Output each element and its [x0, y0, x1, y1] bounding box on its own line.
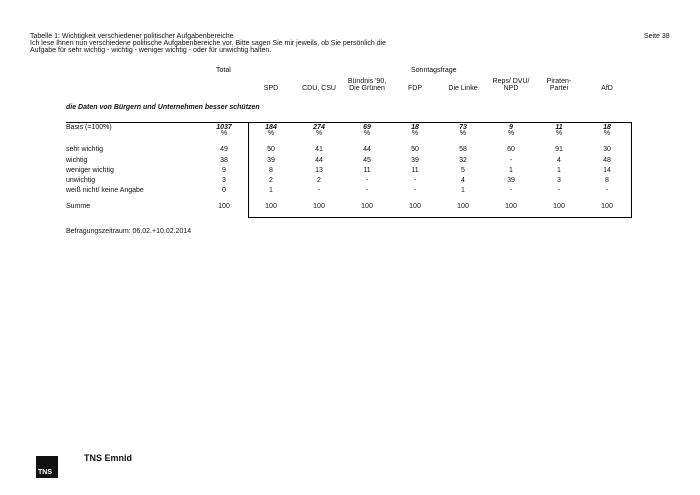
table-cell: 32 [459, 157, 467, 164]
column-header-line2: AfD [601, 85, 613, 92]
table-cell: 41 [315, 146, 323, 153]
table-cell: 2 [269, 177, 273, 184]
column-header-line2: NPD [503, 85, 519, 92]
table-cell: 91 [555, 146, 563, 153]
table-cell: 11 [411, 167, 419, 174]
table-cell: 3 [557, 177, 561, 184]
survey-period: Befragungszeitraum: 06.02.+10.02.2014 [66, 228, 192, 235]
basis-value: 69 [363, 124, 371, 131]
table-cell: 2 [317, 177, 321, 184]
summe-label: Summe [66, 203, 91, 210]
table-cell: - [509, 157, 513, 164]
table-right-border [631, 122, 632, 218]
summe-value: 100 [505, 203, 517, 210]
basis-unit: % [603, 130, 611, 137]
row-label: weiß nicht/ keine Angabe [66, 187, 144, 194]
table-top-rule [66, 122, 632, 123]
table-cell: 4 [461, 177, 465, 184]
column-header-line2: Partei [549, 85, 569, 92]
table-cell: 1 [557, 167, 561, 174]
column-header-line2: CDU, CSU [302, 85, 336, 92]
column-header-line2: SPD [263, 85, 279, 92]
basis-value: 18 [603, 124, 611, 131]
basis-value: 9 [509, 124, 513, 131]
sonntagsfrage-header: Sonntagsfrage [411, 67, 457, 74]
summe-value: 100 [601, 203, 613, 210]
basis-unit: % [507, 130, 515, 137]
table-cell: 44 [363, 146, 371, 153]
column-header-line2: Die Grünen [349, 85, 385, 92]
summe-value: 100 [361, 203, 373, 210]
page-number: Seite 38 [644, 33, 670, 40]
brand-name: TNS Emnid [84, 453, 133, 463]
table-cell: 45 [363, 157, 371, 164]
column-header-line1: Piraten- [546, 78, 572, 85]
table-cell: - [365, 177, 369, 184]
tns-logo-text: TNS [38, 469, 52, 476]
table-cell: - [605, 187, 609, 194]
basis-unit: % [315, 130, 323, 137]
table-cell: 4 [557, 157, 561, 164]
row-label: unwichtig [66, 177, 96, 184]
table-cell: 8 [269, 167, 273, 174]
column-header-line1: Bündnis '90, [347, 78, 387, 85]
basis-unit: % [411, 130, 419, 137]
summe-value: 100 [218, 203, 230, 210]
table-cell: 48 [603, 157, 611, 164]
table-cell: - [557, 187, 561, 194]
table-cell: 49 [220, 146, 228, 153]
basis-unit: % [459, 130, 467, 137]
total-header: Total [216, 67, 231, 74]
table-cell: - [413, 187, 417, 194]
table-cell: 0 [222, 187, 226, 194]
table-cell: 13 [315, 167, 323, 174]
table-cell: 50 [411, 146, 419, 153]
table-bottom-rule [248, 217, 632, 218]
basis-value: 18 [411, 124, 419, 131]
table-cell: 9 [222, 167, 226, 174]
basis-unit: % [220, 130, 228, 137]
table-cell: - [317, 187, 321, 194]
summe-value: 100 [409, 203, 421, 210]
table-cell: 1 [509, 167, 513, 174]
summe-value: 100 [457, 203, 469, 210]
basis-value: 73 [459, 124, 467, 131]
table-cell: 39 [507, 177, 515, 184]
table-cell: 44 [315, 157, 323, 164]
table-cell: 60 [507, 146, 515, 153]
basis-value: 11 [555, 124, 563, 131]
table-cell: - [509, 187, 513, 194]
table-cell: 14 [603, 167, 611, 174]
basis-value: 1037 [216, 124, 232, 131]
table-cell: 11 [363, 167, 371, 174]
table-cell: 39 [411, 157, 419, 164]
table-cell: 38 [220, 157, 228, 164]
table-cell: 3 [222, 177, 226, 184]
basis-unit: % [363, 130, 371, 137]
table-cell: - [413, 177, 417, 184]
table-cell: 58 [459, 146, 467, 153]
table-cell: 30 [603, 146, 611, 153]
summe-value: 100 [313, 203, 325, 210]
summe-value: 100 [553, 203, 565, 210]
row-label: wichtig [66, 157, 88, 164]
row-label: sehr wichtig [66, 146, 103, 153]
tns-logo [36, 456, 58, 478]
basis-label: Basis (=100%) [66, 124, 112, 131]
table-title: Tabelle 1: Wichtigkeit verschiedener politischer Aufgabenbereiche [30, 33, 234, 40]
basis-unit: % [267, 130, 275, 137]
table-cell: - [365, 187, 369, 194]
basis-value: 184 [265, 124, 277, 131]
table-cell: 1 [461, 187, 465, 194]
basis-unit: % [555, 130, 563, 137]
table-cell: 8 [605, 177, 609, 184]
question-text-line1: Ich lese Ihnen nun verschiedene politische Aufgabenbereiche vor. Bitte sagen Sie mir jeweils, ob Sie persönlich die [30, 40, 387, 47]
total-separator [248, 122, 249, 218]
section-title: die Daten von Bürgern und Unternehmen besser schützen [66, 104, 260, 111]
column-header-line2: Die Linke [448, 85, 478, 92]
column-header-line1: Reps/ DVU/ [492, 78, 530, 85]
basis-value: 274 [313, 124, 325, 131]
summe-value: 100 [265, 203, 277, 210]
table-cell: 1 [269, 187, 273, 194]
table-cell: 5 [461, 167, 465, 174]
question-text-line2: Aufgabe für sehr wichtig - wichtig - weniger wichtig - oder für unwichtig halten. [30, 47, 272, 54]
column-header-line2: FDP [408, 85, 422, 92]
row-label: weniger wichtig [66, 167, 114, 174]
table-cell: 50 [267, 146, 275, 153]
table-cell: 39 [267, 157, 275, 164]
